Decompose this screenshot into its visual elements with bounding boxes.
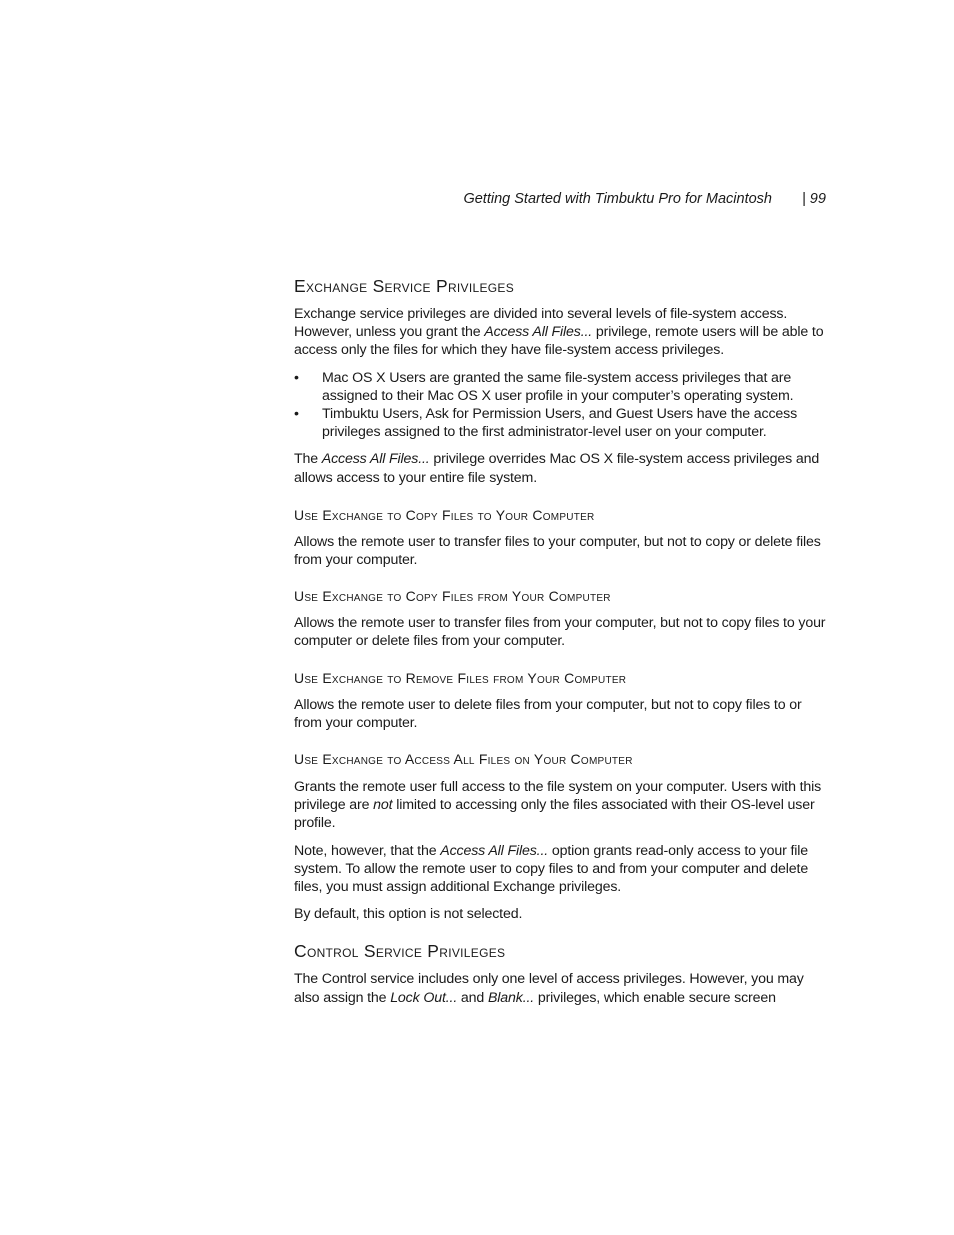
section-heading-exchange-service-privileges: Exchange Service Privileges (294, 276, 515, 296)
exchange-intro-paragraph: Exchange service privileges are divided into several levels of file-system access. However, unless you grant the Access All Files... privilege, remote users will be able to access only the files for which they have file-system access privileges. (294, 306, 824, 359)
access-all-paragraph-3: By default, this option is not selected. (294, 906, 523, 923)
remove-paragraph: Allows the remote user to delete files from your computer, but not to copy files to or from your computer. (294, 696, 802, 731)
list-item: • Timbuktu Users, Ask for Permission Users, and Guest Users have the access privileges assigned to the first administrator-level user on your computer. (294, 406, 798, 441)
page-body (294, 275, 828, 1007)
subheading-copy-files-to-computer: Use Exchange to Copy Files to Your Computer (294, 506, 595, 523)
privilege-bullet-list (294, 369, 828, 442)
copy-from-paragraph: Allows the remote user to transfer files from your computer, but not to copy files to your computer or delete files from your computer. (294, 615, 826, 650)
running-header (0, 191, 954, 213)
subheading-remove-files: Use Exchange to Remove Files from Your Computer (294, 669, 627, 686)
bullet-icon: • (294, 406, 299, 423)
header-title: Getting Started with Timbuktu Pro for Macintosh (463, 191, 772, 207)
subheading-access-all-files: Use Exchange to Access All Files on Your Computer (294, 751, 633, 768)
access-all-files-override-paragraph: The Access All Files... privilege overrides Mac OS X file-system access privileges and allows access to your entire file system. (294, 451, 820, 486)
page-number: | 99 (802, 191, 826, 207)
bullet-icon: • (294, 369, 299, 386)
copy-to-paragraph: Allows the remote user to transfer files to your computer, but not to copy or delete files from your computer. (294, 533, 821, 569)
list-item: • Mac OS X Users are granted the same file-system access privileges that are assigned to their Mac OS X user profile in your computer’s operating system. (294, 369, 794, 404)
section-heading-control-service-privileges: Control Service Privileges (294, 941, 506, 962)
access-all-paragraph-2: Note, however, that the Access All Files... option grants read-only access to your file system. To allow the remote user to copy files to and from your computer and delete files, you must assign additional Exchange privileges. (294, 842, 809, 896)
control-paragraph: The Control service includes only one level of access privileges. However, you may also assign the Lock Out... and Blank... privileges, which enable secure screen (294, 971, 804, 1006)
subheading-copy-files-from-computer: Use Exchange to Copy Files from Your Computer (294, 588, 611, 605)
access-all-paragraph-1: Grants the remote user full access to the file system on your computer. Users with this privilege are not limited to accessing only the files associated with their OS-level user profile. (294, 779, 822, 832)
